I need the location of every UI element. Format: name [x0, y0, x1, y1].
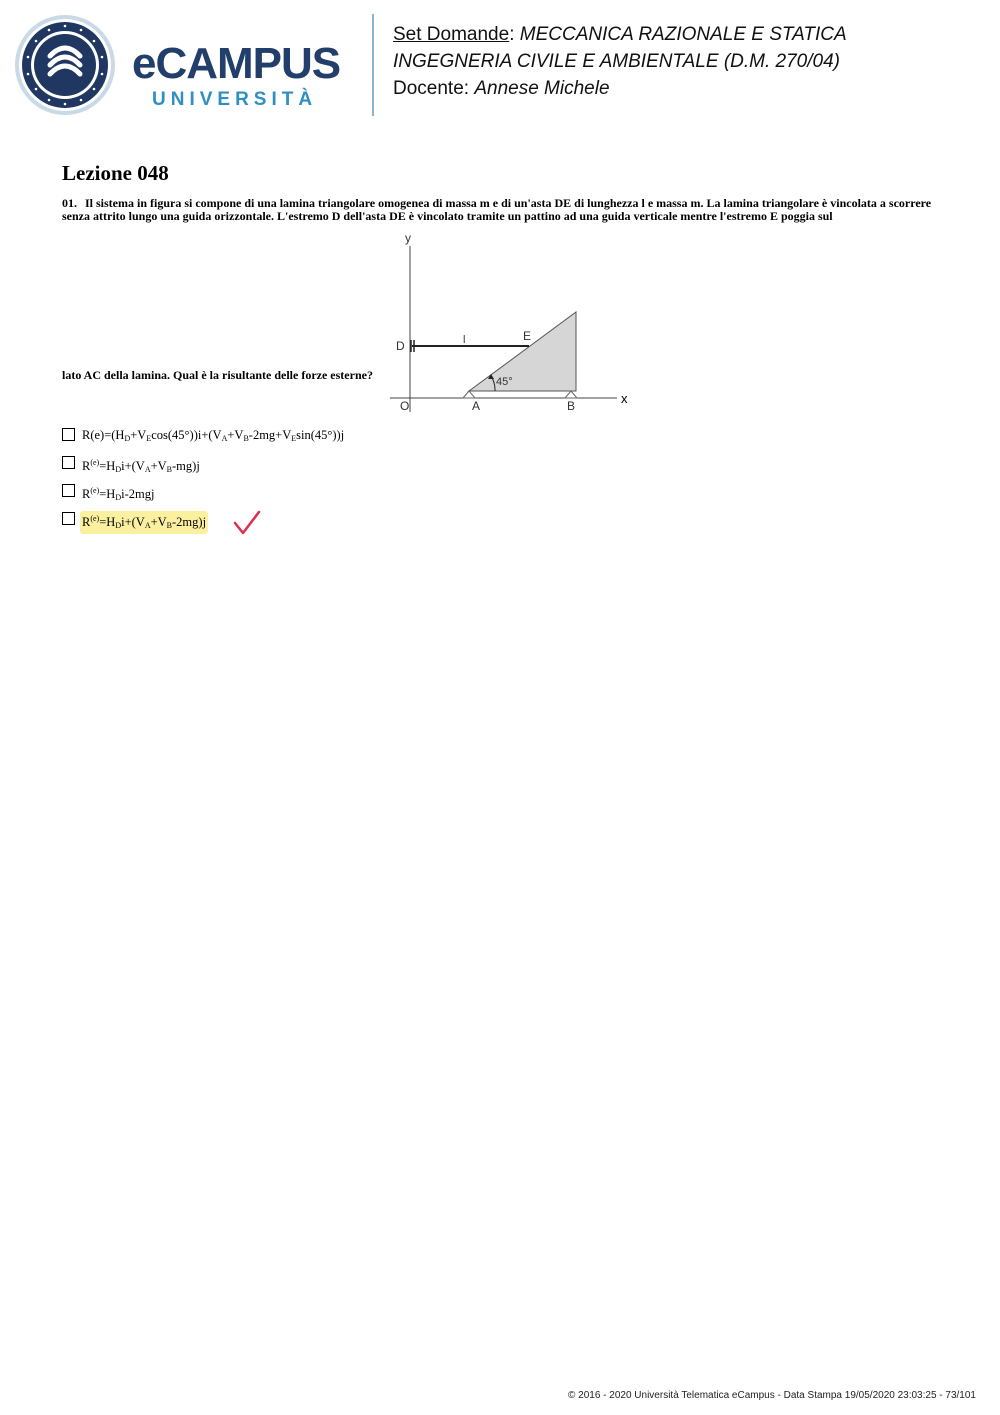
- page-footer: © 2016 - 2020 Università Telematica eCampus - Data Stampa 19/05/2020 23:03:25 - 73/101: [568, 1390, 976, 1401]
- label-angle: 45°: [496, 376, 513, 388]
- triangle-lamina: [469, 312, 576, 391]
- answer-text-highlighted: $R^{(e)}=H_Di+(V_A+V_B-2mg)j$: [80, 511, 208, 534]
- lesson-title: Lezione 048: [62, 161, 169, 185]
- question-body: Il sistema in figura si compone di una lamina triangolare omogenea di massa m e di un'asta DE di lunghezza l e massa m. La lamina triangolare è vincolata a scorrere senza attrito lungo una guida orizzontale. L'estremo D dell'asta DE è vincolato tramite un pattino ad una guida verticale mentre l'estremo E poggia sul: [62, 196, 932, 223]
- answer-text: $R^{(e)}=H_Di+(V_A+V_B-mg)j$: [82, 458, 200, 474]
- support-a: [463, 391, 475, 398]
- set-label: Set Domande: [393, 24, 510, 45]
- label-l: l: [463, 334, 466, 346]
- degree-line: [393, 48, 847, 75]
- support-b: [565, 391, 577, 398]
- brand: [132, 39, 341, 112]
- label-b: B: [567, 399, 576, 413]
- label-e: E: [523, 329, 532, 343]
- answer-text: $R(e)=(H_D+V_E\cos(45^\circ))i+(V_A+V_B-2mg+V_E\sin(45^\circ))j$: [82, 428, 345, 443]
- label-a: A: [472, 399, 481, 413]
- set-separator: :: [509, 24, 520, 45]
- course-line: [393, 21, 847, 48]
- question-text-tail: lato AC della lamina. Qual è la risultante delle forze esterne?: [62, 368, 373, 382]
- degree-name: INGEGNERIA CIVILE E AMBIENTALE (D.M. 270/04): [393, 51, 840, 72]
- label-d: D: [396, 339, 405, 353]
- label-y: y: [405, 231, 411, 245]
- brand-sub: UNIVERSITÀ: [152, 89, 318, 110]
- ecampus-logo: [14, 14, 359, 116]
- answer-checkbox[interactable]: [62, 428, 75, 441]
- header-divider: [372, 14, 374, 116]
- ecampus-seal-icon: [14, 14, 116, 116]
- mechanics-figure: [385, 228, 640, 418]
- question-text: [62, 197, 938, 223]
- answer-checkbox[interactable]: [62, 512, 75, 525]
- teacher-label: Docente:: [393, 78, 475, 99]
- checkmark-icon: [233, 510, 261, 536]
- answer-checkbox[interactable]: [62, 484, 75, 497]
- teacher-line: [393, 75, 847, 102]
- answer-checkbox[interactable]: [62, 456, 75, 469]
- answer-text: $R^{(e)}=H_Di-2mgj$: [82, 486, 155, 502]
- header-info: [393, 21, 847, 102]
- course-name: MECCANICA RAZIONALE E STATICA: [519, 24, 847, 45]
- teacher-name: Annese Michele: [474, 78, 610, 99]
- label-x: x: [621, 391, 628, 406]
- label-o: O: [400, 399, 410, 413]
- question-number: 01.: [62, 196, 77, 210]
- brand-word: eCAMPUS: [132, 39, 341, 88]
